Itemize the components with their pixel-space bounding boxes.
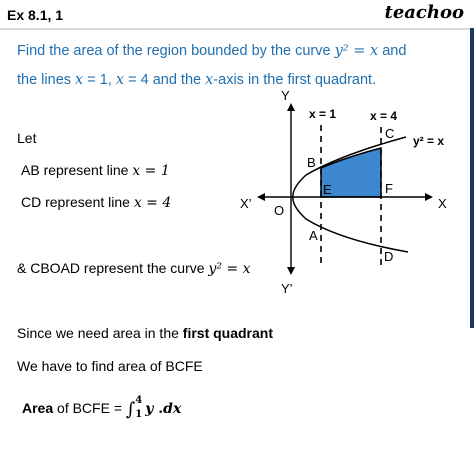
curve-equation: y² = x: [334, 43, 379, 59]
text: AB represent line: [21, 162, 133, 178]
point-f: F: [385, 181, 393, 196]
y-axis-arrow-down: [287, 267, 295, 275]
var-x: x: [205, 72, 214, 88]
question-text: = 1,: [83, 72, 116, 88]
equation: y² = x: [208, 261, 251, 277]
point-d: D: [384, 249, 394, 264]
line2-label: x = 4: [370, 109, 398, 123]
text: Since we need area in the: [17, 325, 183, 341]
question-text: -axis in the first quadrant.: [213, 72, 377, 88]
axis-label-x-neg: X’: [240, 196, 252, 211]
var-x: x: [75, 72, 84, 88]
question-text: Find the area of the region bounded by the curve: [17, 43, 335, 59]
point-c: C: [385, 126, 395, 141]
origin-label: O: [274, 203, 285, 218]
point-b: B: [307, 155, 316, 170]
integral-sign: ∫: [125, 399, 136, 420]
area-label: Area: [22, 400, 54, 416]
equation: x = 4: [133, 195, 172, 211]
axis-label-y: Y: [281, 88, 290, 103]
point-e: E: [323, 182, 332, 197]
exercise-title: Ex 8.1, 1: [7, 7, 64, 23]
axis-label-x: X: [438, 196, 447, 211]
x-axis-arrow-right: [425, 193, 433, 201]
integrand: y .dx: [145, 401, 182, 417]
upper-limit: 4: [135, 395, 143, 407]
emphasis: first quadrant: [182, 325, 274, 341]
x-axis-arrow-left: [257, 193, 265, 201]
line1-label: x = 1: [309, 107, 337, 121]
y-axis-arrow-up: [287, 103, 295, 111]
let-label: Let: [17, 130, 37, 146]
question-text: = 4 and the: [124, 72, 206, 88]
text: & CBOAD represent the curve: [17, 260, 209, 276]
lower-limit: 1: [135, 409, 143, 421]
text: CD represent line: [21, 194, 134, 210]
var-x: x: [115, 72, 125, 88]
text: of BCFE =: [53, 400, 126, 416]
axis-label-y-neg: Y’: [281, 281, 293, 296]
find-area-statement: We have to find area of BCFE: [17, 358, 203, 374]
point-a: A: [309, 228, 318, 243]
teachoo-logo: teachoo: [384, 2, 464, 23]
curve-label: y² = x: [413, 134, 445, 148]
question-text: and: [378, 43, 407, 59]
equation: x = 1: [132, 163, 170, 179]
question-text: the lines: [17, 72, 76, 88]
